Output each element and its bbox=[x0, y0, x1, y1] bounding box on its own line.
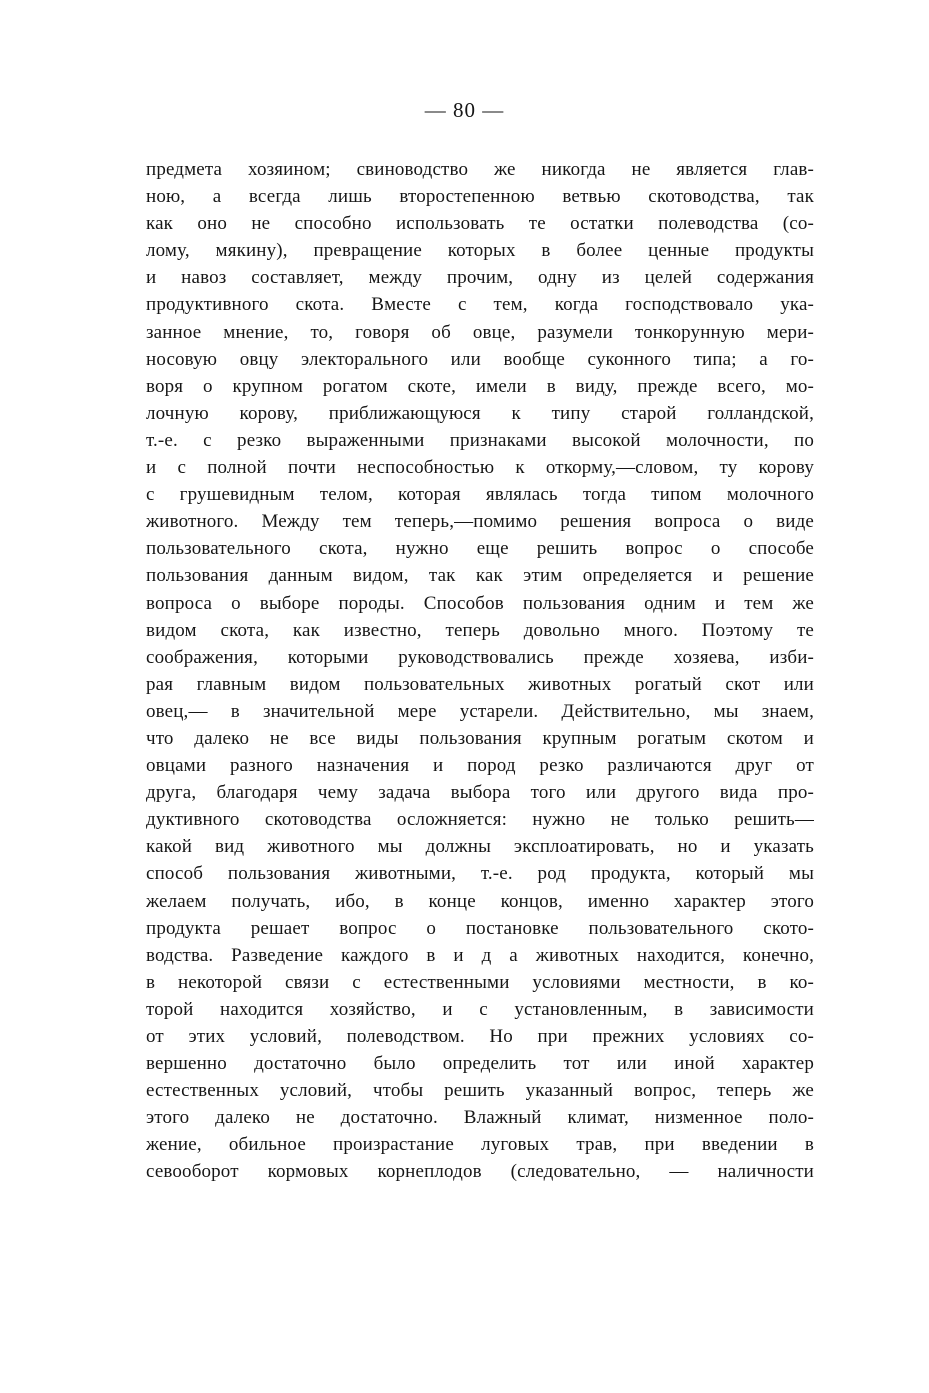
text-line: торой находится хозяйство, и с установленным, в зависимости bbox=[146, 998, 814, 1020]
text-line: с грушевидным телом, которая являлась тогда типом молочного bbox=[146, 484, 814, 506]
text-line: этого далеко не достаточно. Влажный климат, низменное поло- bbox=[146, 1107, 814, 1129]
text-line: жение, обильное произрастание луговых трав, при введении в bbox=[146, 1134, 814, 1156]
text-line: вершенно достаточно было определить тот или иной характер bbox=[146, 1053, 814, 1075]
body-text bbox=[146, 156, 814, 1186]
text-line: рая главным видом пользовательных животных рогатый скот или bbox=[146, 673, 814, 695]
text-line: друга, благодаря чему задача выбора того или другого вида про- bbox=[146, 782, 814, 804]
text-line: овцами разного назначения и пород резко различаются друг от bbox=[146, 755, 814, 777]
text-line: продукта решает вопрос о постановке пользовательного ското- bbox=[146, 917, 814, 939]
text-line: какой вид животного мы должны эксплоатировать, но и указать bbox=[146, 836, 814, 858]
text-line: продуктивного скота. Вместе с тем, когда господствовало ука- bbox=[146, 294, 814, 316]
text-line: ною, а всегда лишь второстепенною ветвью скотоводства, так bbox=[146, 186, 814, 208]
text-line: естественных условий, чтобы решить указанный вопрос, теперь же bbox=[146, 1080, 814, 1102]
text-line: дуктивного скотоводства осложняется: нужно не только решить— bbox=[146, 809, 814, 831]
text-line: водства. Разведение каждого в и д а животных находится, конечно, bbox=[146, 944, 814, 966]
text-line: что далеко не все виды пользования крупным рогатым скотом и bbox=[146, 727, 814, 749]
text-line: предмета хозяином; свиноводство же никогда не является глав- bbox=[146, 159, 814, 180]
text-line: как оно не способно использовать те остатки полеводства (со- bbox=[146, 213, 814, 235]
text-line: способ пользования животными, т.-е. род продукта, который мы bbox=[146, 863, 814, 885]
text-line: в некоторой связи с естественными условиями местности, в ко- bbox=[146, 971, 814, 993]
text-line: пользовательного скота, нужно еще решить вопрос о способе bbox=[146, 538, 814, 560]
text-line: видом скота, как известно, теперь довольно много. Поэтому те bbox=[146, 619, 814, 641]
text-line: от этих условий, полеводством. Но при прежних условиях со- bbox=[146, 1026, 814, 1047]
text-line: и навоз составляет, между прочим, одну из целей содержания bbox=[146, 267, 814, 289]
text-line: овец,— в значительной мере устарели. Действительно, мы знаем, bbox=[146, 700, 814, 722]
text-line: животного. Между тем теперь,—помимо решения вопроса о виде bbox=[146, 511, 814, 533]
text-line: лому, мякину), превращение которых в более ценные продукты bbox=[146, 240, 814, 262]
text-line: лочную корову, приближающуюся к типу старой голландской, bbox=[146, 402, 814, 424]
text-line: т.-е. с резко выраженными признаками высокой молочности, по bbox=[146, 429, 814, 451]
text-line: занное мнение, то, говоря об овце, разумели тонкорунную мери- bbox=[146, 321, 814, 343]
text-line: желаем получать, ибо, в конце концов, именно характер этого bbox=[146, 890, 814, 912]
page-number: — 80 — bbox=[424, 98, 505, 122]
text-line: пользования данным видом, так как этим определяется и решение bbox=[146, 565, 814, 587]
text-line: носовую овцу электорального или вообще суконного типа; а го- bbox=[146, 348, 814, 370]
text-line: вопроса о выборе породы. Способов пользования одним и тем же bbox=[146, 592, 814, 614]
text-line: и с полной почти неспособностью к откорму,—словом, ту корову bbox=[146, 457, 814, 479]
text-line: воря о крупном рогатом скоте, имели в виду, прежде всего, мо- bbox=[146, 375, 814, 397]
text-line: соображения, которыми руководствовались прежде хозяева, изби- bbox=[146, 646, 814, 668]
text-line: севооборот кормовых корнеплодов (следовательно, — наличности bbox=[146, 1161, 814, 1183]
